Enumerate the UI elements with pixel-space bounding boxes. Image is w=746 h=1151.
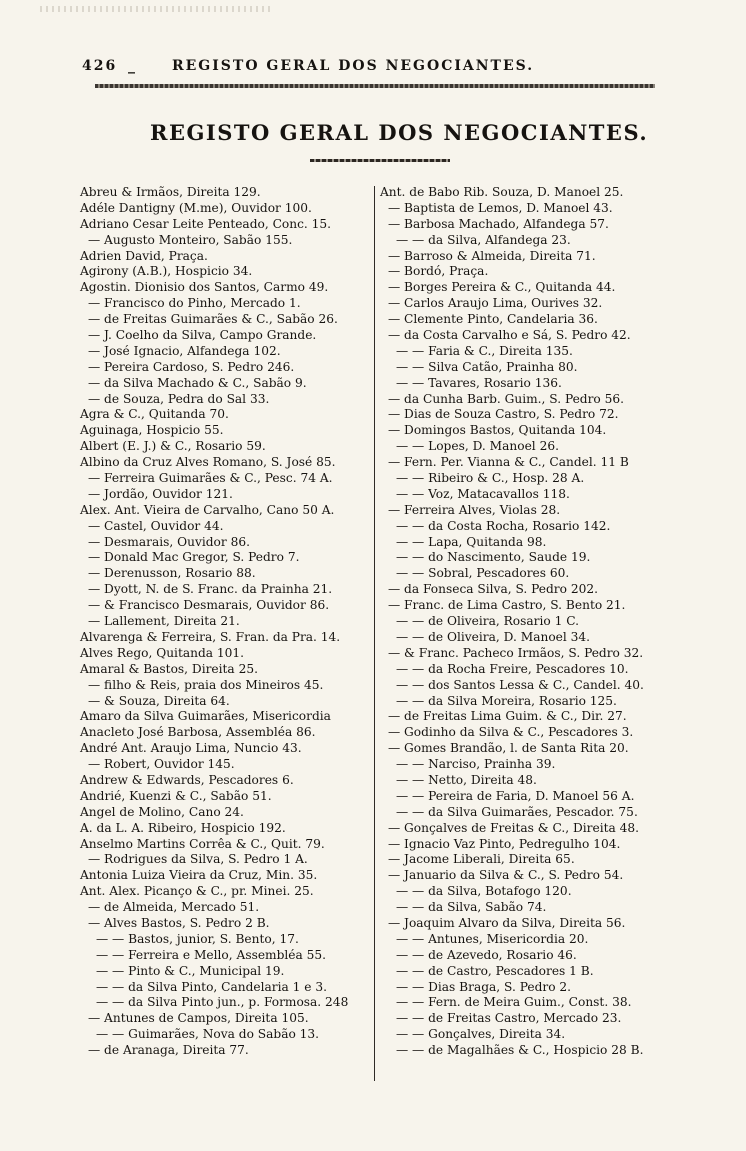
entry-line: — — Faria & C., Direita 135. [396,343,573,358]
entry-line: Andrew & Edwards, Pescadores 6. [80,772,294,787]
entry-line: — — da Silva, Botafogo 120. [396,884,572,899]
entry-line: — Gomes Brandão, l. de Santa Rita 20. [388,741,629,756]
entry-line: — Augusto Monteiro, Sabão 155. [88,232,293,247]
column-divider [374,186,375,1081]
running-title: REGISTO GERAL DOS NEGOCIANTES. [172,58,535,74]
entry-line: — — Voz, Matacavallos 118. [396,486,570,501]
entry-line: — & Franc. Pacheco Irmãos, S. Pedro 32. [388,645,644,660]
entry-line: — — da Rocha Freire, Pescadores 10. [396,661,629,676]
entry-line: Agostin. Dionisio dos Santos, Carmo 49. [80,280,329,295]
entry-line: — — de Azevedo, Rosario 46. [396,947,577,962]
entry-line: — Jacome Liberali, Direita 65. [388,852,575,867]
entry-line: A. da L. A. Ribeiro, Hospicio 192. [80,820,286,835]
entry-line: — Ferreira Alves, Violas 28. [388,502,561,517]
entry-line: — Gonçalves de Freitas & C., Direita 48. [388,820,640,835]
entry-line: — — da Silva Pinto jun., p. Formosa. 248 [96,995,349,1010]
entry-line: — — da Silva, Sabão 74. [396,900,547,915]
entry-line: André Ant. Araujo Lima, Nuncio 43. [80,741,302,756]
header-dash: _ [128,58,137,74]
entry-line: — — Netto, Direita 48. [396,772,537,787]
entry-line: — Fern. Per. Vianna & C., Candel. 11 B [388,455,629,470]
entry-line: — de Aranaga, Direita 77. [88,1043,249,1058]
entry-line: Adrien David, Praça. [80,248,208,263]
entry-line: Amaro da Silva Guimarães, Misericordia [80,709,331,724]
entry-line: — Ignacio Vaz Pinto, Pedregulho 104. [388,836,621,851]
entry-line: — — da Silva, Alfandega 23. [396,232,571,247]
entry-line: — de Souza, Pedra do Sal 33. [88,391,270,406]
entry-line: — — de Magalhães & C., Hospicio 28 B. [396,1043,644,1058]
page-number: 426 [82,58,118,74]
entry-line: — — Lapa, Quitanda 98. [396,534,547,549]
entry-line: — da Cunha Barb. Guim., S. Pedro 56. [388,391,625,406]
entry-line: — da Silva Machado & C., Sabão 9. [88,375,307,390]
entry-line: — Alves Bastos, S. Pedro 2 B. [88,915,270,930]
top-edge-specks [40,6,270,12]
running-header [82,58,662,80]
entry-line: — Pereira Cardoso, S. Pedro 246. [88,359,295,374]
entry-line: — de Freitas Guimarães & C., Sabão 26. [88,312,338,327]
entry-line: — — de Freitas Castro, Mercado 23. [396,1011,622,1026]
entry-line: — Barbosa Machado, Alfandega 57. [388,216,609,231]
entry-line: — Desmarais, Ouvidor 86. [88,534,250,549]
page-title: REGISTO GERAL DOS NEGOCIANTES. [150,120,649,145]
entry-line: — Domingos Bastos, Quitanda 104. [388,423,607,438]
entry-line: — — Lopes, D. Manoel 26. [396,439,559,454]
entry-line: — Clemente Pinto, Candelaria 36. [388,312,598,327]
entry-line: — Ferreira Guimarães & C., Pesc. 74 A. [88,471,333,486]
entry-line: — — da Silva Guimarães, Pescador. 75. [396,804,638,819]
entry-line: — Barroso & Almeida, Direita 71. [388,248,596,263]
entry-line: — Jordão, Ouvidor 121. [88,486,233,501]
entry-line: — — Bastos, junior, S. Bento, 17. [96,931,299,946]
entry-line: — de Freitas Lima Guim. & C., Dir. 27. [388,709,627,724]
entry-line: — Donald Mac Gregor, S. Pedro 7. [88,550,300,565]
entry-line: — — Pinto & C., Municipal 19. [96,963,285,978]
entry-line: Albino da Cruz Alves Romano, S. José 85. [80,455,336,470]
entry-line: Antonia Luiza Vieira da Cruz, Min. 35. [80,868,318,883]
entry-line: — — de Castro, Pescadores 1 B. [396,963,594,978]
entry-line: — Joaquim Alvaro da Silva, Direita 56. [388,915,626,930]
entry-line: Alvarenga & Ferreira, S. Fran. da Pra. 14. [80,629,341,644]
entry-line: Aguinaga, Hospicio 55. [80,423,224,438]
entry-line: — — Ferreira e Mello, Assembléa 55. [96,947,327,962]
entry-line: — da Fonseca Silva, S. Pedro 202. [388,582,598,597]
entry-line: — — Antunes, Misericordia 20. [396,931,589,946]
entry-line: — de Almeida, Mercado 51. [88,900,260,915]
entry-line: — Francisco do Pinho, Mercado 1. [88,296,301,311]
entry-line: — Dyott, N. de S. Franc. da Prainha 21. [88,582,333,597]
entry-line: — — de Oliveira, D. Manoel 34. [396,629,591,644]
entry-line: — Borges Pereira & C., Quitanda 44. [388,280,616,295]
entry-line: Agirony (A.B.), Hospicio 34. [80,264,253,279]
title-rule [310,159,450,162]
entry-line: Amaral & Bastos, Direita 25. [80,661,258,676]
entry-line: Abreu & Irmãos, Direita 129. [80,185,261,199]
entry-line: — — da Costa Rocha, Rosario 142. [396,518,611,533]
entry-line: — — do Nascimento, Saude 19. [396,550,591,565]
entry-line: — Januario da Silva & C., S. Pedro 54. [388,868,624,883]
entry-line: — & Souza, Direita 64. [88,693,230,708]
entry-line: — & Francisco Desmarais, Ouvidor 86. [88,598,330,613]
entry-line: — Antunes de Campos, Direita 105. [88,1011,309,1026]
entry-line: — Robert, Ouvidor 145. [88,757,235,772]
entry-line: — Baptista de Lemos, D. Manoel 43. [388,200,613,215]
entry-line: — Godinho da Silva & C., Pescadores 3. [388,725,634,740]
entry-line: — — Narciso, Prainha 39. [396,757,556,772]
entry-line: Anselmo Martins Corrêa & C., Quit. 79. [80,836,325,851]
right-column [380,185,680,1059]
left-column [80,185,372,1059]
entry-line: Angel de Molino, Cano 24. [80,804,244,819]
entry-line: — Franc. de Lima Castro, S. Bento 21. [388,598,626,613]
entry-line: — — dos Santos Lessa & C., Candel. 40. [396,677,644,692]
entry-line: — Lallement, Direita 21. [88,614,240,629]
entry-line: Alves Rego, Quitanda 101. [80,645,245,660]
entry-line: — Derenusson, Rosario 88. [88,566,256,581]
entry-line: — Carlos Araujo Lima, Ourives 32. [388,296,603,311]
entry-line: — José Ignacio, Alfandega 102. [88,343,281,358]
entry-line: — filho & Reis, praia dos Mineiros 45. [88,677,324,692]
entry-line: Adéle Dantigny (M.me), Ouvidor 100. [80,200,312,215]
entry-line: — — da Silva Moreira, Rosario 125. [396,693,617,708]
entry-line: — — de Oliveira, Rosario 1 C. [396,614,579,629]
entry-line: — — Guimarães, Nova do Sabão 13. [96,1027,320,1042]
entry-line: Albert (E. J.) & C., Rosario 59. [80,439,266,454]
entry-line: — Castel, Ouvidor 44. [88,518,224,533]
entry-line: — J. Coelho da Silva, Campo Grande. [88,328,317,343]
entry-line: Agra & C., Quitanda 70. [80,407,229,422]
entry-line: Ant. Alex. Picanço & C., pr. Minei. 25. [80,884,314,899]
entry-line: — — Fern. de Meira Guim., Const. 38. [396,995,632,1010]
entry-line: — — Tavares, Rosario 136. [396,375,562,390]
entry-line: Adriano Cesar Leite Penteado, Conc. 15. [80,216,332,231]
entry-line: Andrié, Kuenzi & C., Sabão 51. [80,788,272,803]
entry-line: — — Dias Braga, S. Pedro 2. [396,979,572,994]
entry-line: — — da Silva Pinto, Candelaria 1 e 3. [96,979,327,994]
entry-line: — — Gonçalves, Direita 34. [396,1027,566,1042]
entry-line: — Dias de Souza Castro, S. Pedro 72. [388,407,619,422]
entry-line: Alex. Ant. Vieira de Carvalho, Cano 50 A. [80,502,335,517]
entry-line: — — Pereira de Faria, D. Manoel 56 A. [396,788,635,803]
entry-line: Ant. de Babo Rib. Souza, D. Manoel 25. [380,185,624,199]
header-rule [95,84,655,88]
entry-line: — Bordó, Praça. [388,264,489,279]
entry-line: — Rodrigues da Silva, S. Pedro 1 A. [88,852,308,867]
entry-line: — — Ribeiro & C., Hosp. 28 A. [396,471,585,486]
entry-line: — da Costa Carvalho e Sá, S. Pedro 42. [388,328,631,343]
entry-line: — — Sobral, Pescadores 60. [396,566,570,581]
entry-line: — — Silva Catão, Prainha 80. [396,359,578,374]
entry-line: Anacleto José Barbosa, Assembléa 86. [80,725,316,740]
